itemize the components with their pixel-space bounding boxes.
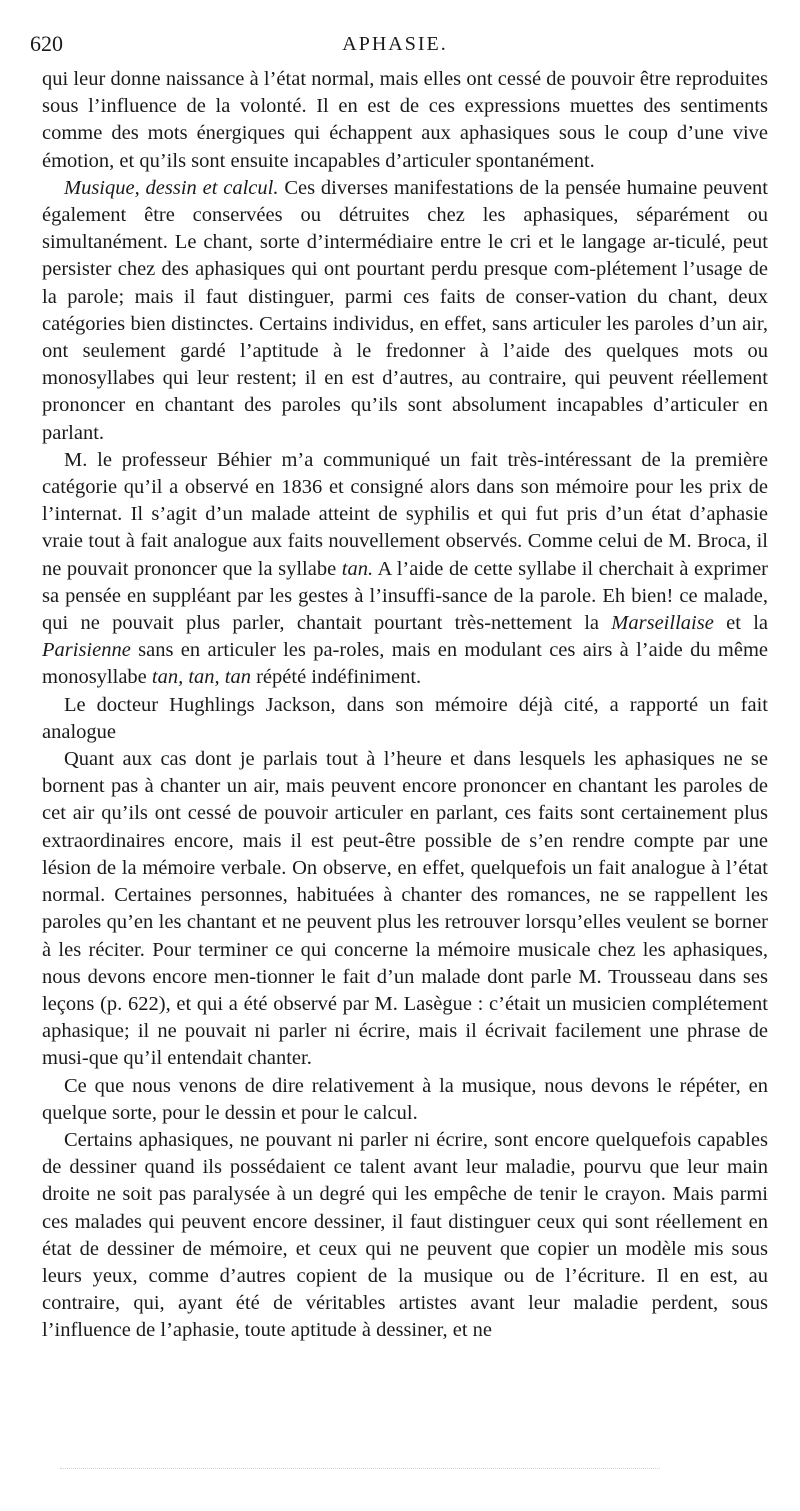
paragraph — [42, 1073, 768, 1127]
paragraph — [42, 746, 768, 1072]
body-text — [42, 66, 768, 1345]
page-header — [30, 28, 760, 60]
paragraph — [42, 692, 768, 746]
paragraph — [42, 1127, 768, 1345]
page-number: 620 — [30, 31, 63, 56]
text-run: qui leur donne naissance à l’état normal, mais elles ont cessé de pouvoir être reproduites sous l’influence de la volonté. Il en est de ces expressions muettes des sentiments comme des mots énergiques qui échappent aux aphasiques sous le coup d’une vive émotion, et qu’ils sont ensuite incapables d’articuler spontanément. — [42, 68, 768, 172]
text-run: Quant aux cas dont je parlais tout à l’heure et dans lesquels les aphasiques ne se bornent pas à chanter un air, mais peuvent encore prononcer en chantant les paroles de cet air qu’ils ont cessé de pouvoir articuler en parlant, ces faits sont certainement plus extraordinaires encore, mais il est peut-être possible de s’en rendre compte par une lésion de la mémoire verbale. On observe, en effet, quelquefois un fait analogue à l’état normal. Certaines personnes, habituées à chanter des romances, ne se rappellent les paroles qu’en les chantant et ne peuvent plus les retrouver lorsqu’elles veulent se borner à les réciter. Pour terminer ce qui concerne la mémoire musicale chez les aphasiques, nous devons encore men-tionner le fait d’un malade dont parle M. Trousseau dans ses leçons (p. 622), et qui a été observé par M. Lasègue : c’était un musicien complétement aphasique; il ne pouvait ni parler ni écrire, mais il écrivait facilement une phrase de musi-que qu’il entendait chanter. — [42, 748, 768, 1070]
text-run: Ce que nous venons de dire relativement à la musique, nous devons le répéter, en quelque sorte, pour le dessin et pour le calcul. — [42, 1074, 768, 1124]
paragraph — [42, 66, 768, 175]
text-run: M. le professeur Béhier m’a communiqué un fait très-intéressant de la première catégorie qu’il a observé en 1836 et consigné alors dans son mémoire pour les prix de l’internat. Il s’agit d’un malade atteint de syphilis et qui fut pris d’un état d’aphasie vraie tout à fait analogue aux faits nouvellement observés. Comme celui de M. Broca, il ne pouvait prononcer que la syllabe — [42, 448, 768, 580]
text-run: Le docteur Hughlings Jackson, dans son mémoire déjà cité, a rapporté un fait analogue — [42, 693, 768, 743]
text-run: sans en articuler les pa-roles, mais en modulant ces airs à l’aide du même monosyllabe — [42, 639, 768, 689]
italic-text-run: Musique, dessin et calcul. — [64, 176, 279, 199]
italic-text-run: tan. — [341, 557, 374, 580]
running-title: APHASIE. — [342, 33, 448, 55]
text-run: Certains aphasiques, ne pouvant ni parler ni écrire, sont encore quelquefois capables de dessiner quand ils possédaient ce talent avant leur maladie, pourvu que leur main droite ne soit pas paralysée à un degré qui les empêche de tenir le crayon. Mais parmi ces malades qui peuvent encore dessiner, il faut distinguer ceux qui sont réellement en état de dessiner de mémoire, et ceux qui ne peuvent que copier un modèle mis sous leurs yeux, comme d’autres copient de la musique ou de l’écriture. Il en est, au contraire, qui, ayant été de véritables artistes avant leur maladie perdent, sous l’influence de l’aphasie, toute aptitude à dessiner, et ne — [42, 1128, 768, 1342]
text-run: Ces diverses manifestations de la pensée humaine peuvent également être conservées ou détruites chez les aphasiques, séparément ou simultanément. Le chant, sorte d’intermédiaire entre le cri et le langage ar-ticulé, peut persister chez des aphasiques qui ont pourtant perdu presque com-plétement l’usage de la parole; mais il faut distinguer, parmi ces faits de conser-vation du chant, deux catégories bien distinctes. Certains individus, en effet, sans articuler les paroles d’un air, ont seulement gardé l’aptitude à le fredonner à l’aide des quelques mots ou monosyllabes qui leur restent; il en est d’autres, au contraire, qui peuvent réellement prononcer en chantant des paroles qu’ils sont absolument incapables d’articuler en parlant. — [42, 176, 769, 444]
page-bottom-specks — [60, 1468, 660, 1475]
paragraph — [42, 175, 768, 447]
text-run: A l’aide de cette syllabe il cherchait à exprimer sa pensée en suppléant par les gestes à l’insuffi-sance de la parole. Eh bien! ce malade, qui ne pouvait plus parler, chantait pourtant très-nettement la — [42, 557, 768, 635]
text-run: et la — [713, 612, 768, 635]
text-run: répété indéfiniment. — [250, 666, 422, 689]
italic-text-run: tan, tan, tan — [151, 666, 251, 689]
italic-text-run: Parisienne — [42, 639, 131, 662]
italic-text-run: Marseillaise — [611, 612, 714, 635]
paragraph — [42, 447, 768, 692]
